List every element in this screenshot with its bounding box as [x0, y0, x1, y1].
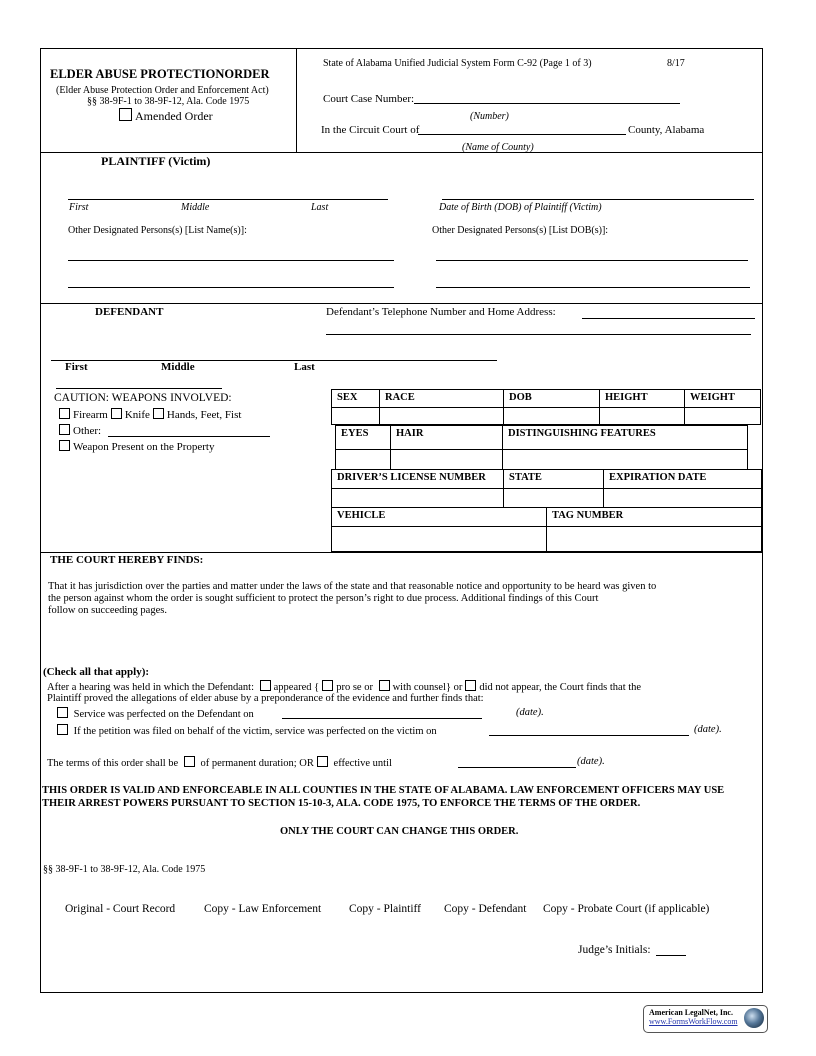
state-field[interactable]	[503, 488, 604, 508]
copy-distribution: Copy - Probate Court (if applicable)	[543, 903, 710, 915]
service-date-field[interactable]	[282, 718, 482, 719]
form-version: 8/17	[667, 58, 685, 69]
first-caption: First	[65, 361, 88, 373]
first-caption: First	[69, 202, 89, 213]
knife-checkbox[interactable]	[111, 408, 122, 419]
dob-header: DOB	[503, 389, 600, 408]
effective-date-field[interactable]	[458, 767, 576, 768]
with-counsel-checkbox[interactable]	[379, 680, 390, 691]
tag-header: TAG NUMBER	[546, 507, 762, 527]
pro-se-label: pro se or	[336, 682, 373, 693]
findings-heading: THE COURT HEREBY FINDS:	[50, 554, 204, 566]
logo-company: American LegalNet, Inc.	[649, 1008, 733, 1017]
features-field[interactable]	[502, 449, 748, 470]
judge-initials-field[interactable]	[656, 955, 686, 956]
firearm-checkbox[interactable]	[59, 408, 70, 419]
expiration-header: EXPIRATION DATE	[603, 469, 762, 489]
form-subtitle: (Elder Abuse Protection Order and Enforcement Act)	[56, 85, 269, 96]
permanent-label: of permanent duration; OR	[200, 758, 314, 769]
county-field[interactable]	[418, 134, 626, 135]
case-number-label: Court Case Number:	[323, 93, 415, 105]
height-header: HEIGHT	[599, 389, 685, 408]
hair-field[interactable]	[390, 449, 503, 470]
validity-notice: THEIR ARREST POWERS PURSUANT TO SECTION 15-10-3, ALA. CODE 1975, TO ENFORCE THE TERMS OF THE ORDER.	[42, 798, 641, 809]
divider	[40, 152, 762, 153]
petition-line	[54, 724, 437, 737]
weight-field[interactable]	[684, 407, 761, 425]
plaintiff-proved-text: Plaintiff proved the allegations of elder abuse by a preponderance of the evidence and further finds that:	[47, 693, 484, 704]
statute: §§ 38-9F-1 to 38-9F-12, Ala. Code 1975	[87, 96, 250, 107]
race-field[interactable]	[379, 407, 504, 425]
last-caption: Last	[294, 361, 315, 373]
permanent-checkbox[interactable]	[184, 756, 195, 767]
defendant-name-field[interactable]	[51, 360, 497, 361]
copy-distribution: Copy - Law Enforcement	[204, 903, 322, 915]
other-names-field[interactable]	[68, 260, 394, 261]
hands-checkbox[interactable]	[153, 408, 164, 419]
dob-caption: Date of Birth (DOB) of Plaintiff (Victim)	[439, 202, 602, 213]
terms-line	[47, 756, 392, 769]
divider	[40, 552, 762, 553]
findings-text: the person against whom the order is sought sufficient to protect the person’s right to due process. Additional findings of this Court	[48, 593, 599, 604]
footer-statute: §§ 38-9F-1 to 38-9F-12, Ala. Code 1975	[43, 864, 206, 875]
divider	[296, 48, 297, 152]
plaintiff-heading: PLAINTIFF (Victim)	[101, 154, 211, 168]
divider	[40, 303, 762, 304]
findings-text: That it has jurisdiction over the parties and matter under the laws of the state and that reasonable notice and opportunity to be heard was given to	[48, 581, 657, 592]
race-header: RACE	[379, 389, 504, 408]
last-caption: Last	[311, 202, 329, 213]
address-field[interactable]	[582, 318, 755, 319]
pro-se-checkbox[interactable]	[322, 680, 333, 691]
service-label: Service was perfected on the Defendant on	[73, 709, 254, 720]
hearing-line	[47, 680, 641, 693]
copy-distribution: Original - Court Record	[65, 903, 176, 915]
circuit-label: In the Circuit Court of	[321, 124, 420, 136]
dob-field[interactable]	[503, 407, 600, 425]
other-names-field[interactable]	[68, 287, 394, 288]
county-suffix: County, Alabama	[628, 124, 705, 136]
legalnet-logo[interactable]	[643, 1005, 768, 1033]
plaintiff-dob-field[interactable]	[442, 199, 754, 200]
features-header: DISTINGUISHING FEATURES	[502, 425, 748, 450]
case-number-field[interactable]	[414, 103, 680, 104]
petition-date-field[interactable]	[489, 735, 689, 736]
judge-initials-label: Judge’s Initials:	[578, 944, 651, 956]
address-field[interactable]	[326, 334, 751, 335]
county-caption: (Name of County)	[462, 142, 534, 153]
only-court-notice: ONLY THE COURT CAN CHANGE THIS ORDER.	[280, 826, 519, 837]
license-field[interactable]	[331, 488, 504, 508]
date-caption: (date).	[694, 724, 722, 735]
knife-label: Knife	[124, 409, 150, 421]
weapon-present-checkbox[interactable]	[59, 440, 70, 451]
plaintiff-name-field[interactable]	[68, 199, 388, 200]
number-caption: (Number)	[470, 111, 509, 122]
caution-label: CAUTION: WEAPONS INVOLVED:	[54, 392, 232, 404]
weight-header: WEIGHT	[684, 389, 761, 408]
appeared-label: appeared {	[273, 682, 320, 693]
terms-label: The terms of this order shall be	[47, 758, 179, 769]
service-checkbox[interactable]	[57, 707, 68, 718]
defendant-heading: DEFENDANT	[95, 306, 164, 318]
hearing-label: After a hearing was held in which the Defendant:	[47, 682, 255, 693]
divider	[56, 388, 222, 389]
petition-label: If the petition was filed on behalf of the victim, service was perfected on the victim on	[73, 726, 437, 737]
middle-caption: Middle	[161, 361, 195, 373]
tag-field[interactable]	[546, 526, 762, 552]
service-line	[54, 707, 254, 720]
date-caption: (date).	[516, 707, 544, 718]
vehicle-field[interactable]	[331, 526, 547, 552]
form-id: State of Alabama Unified Judicial System Form C-92 (Page 1 of 3)	[323, 58, 592, 69]
eyes-header: EYES	[335, 425, 391, 450]
appeared-checkbox[interactable]	[260, 680, 271, 691]
effective-checkbox[interactable]	[317, 756, 328, 767]
findings-text: follow on succeeding pages.	[48, 605, 167, 616]
other-dobs-field[interactable]	[436, 260, 748, 261]
amended-label: Amended Order	[135, 109, 213, 123]
amended-order-checkbox[interactable]	[116, 108, 213, 124]
expiration-field[interactable]	[603, 488, 762, 508]
weapon-options	[56, 408, 241, 421]
other-dobs-field[interactable]	[436, 287, 750, 288]
firearm-label: Firearm	[73, 409, 108, 421]
validity-notice: THIS ORDER IS VALID AND ENFORCEABLE IN ALL COUNTIES IN THE STATE OF ALABAMA. LAW ENFORCEMENT OFFICERS MAY USE	[42, 785, 725, 796]
other-dobs-label: Other Designated Persons(s) [List DOB(s)]:	[432, 225, 609, 236]
address-label: Defendant’s Telephone Number and Home Address:	[326, 306, 556, 318]
other-weapon	[56, 424, 101, 437]
not-appear-label: did not appear, the Court finds that the	[479, 682, 642, 693]
sex-header: SEX	[331, 389, 380, 408]
with-counsel-label: with counsel} or	[392, 682, 463, 693]
state-header: STATE	[503, 469, 604, 489]
copy-distribution: Copy - Defendant	[444, 903, 527, 915]
vehicle-header: VEHICLE	[331, 507, 547, 527]
eyes-field[interactable]	[335, 449, 391, 470]
other-label: Other:	[73, 425, 102, 437]
check-all-label: (Check all that apply):	[43, 666, 150, 678]
copy-distribution: Copy - Plaintiff	[349, 903, 421, 915]
sex-field[interactable]	[331, 407, 380, 425]
hands-label: Hands, Feet, Fist	[166, 409, 242, 421]
not-appear-checkbox[interactable]	[465, 680, 476, 691]
logo-url[interactable]: www.FormsWorkFlow.com	[649, 1017, 738, 1026]
effective-label: effective until	[333, 758, 392, 769]
license-header: DRIVER’S LICENSE NUMBER	[331, 469, 504, 489]
height-field[interactable]	[599, 407, 685, 425]
globe-icon	[744, 1008, 764, 1028]
weapon-present	[56, 440, 214, 453]
other-names-label: Other Designated Persons(s) [List Name(s)]:	[68, 225, 247, 236]
date-caption: (date).	[577, 756, 605, 767]
middle-caption: Middle	[181, 202, 210, 213]
form-title: ELDER ABUSE PROTECTIONORDER	[50, 67, 270, 81]
other-checkbox[interactable]	[59, 424, 70, 435]
petition-checkbox[interactable]	[57, 724, 68, 735]
other-weapon-field[interactable]	[108, 436, 270, 437]
weapon-present-label: Weapon Present on the Property	[73, 441, 215, 453]
hair-header: HAIR	[390, 425, 503, 450]
